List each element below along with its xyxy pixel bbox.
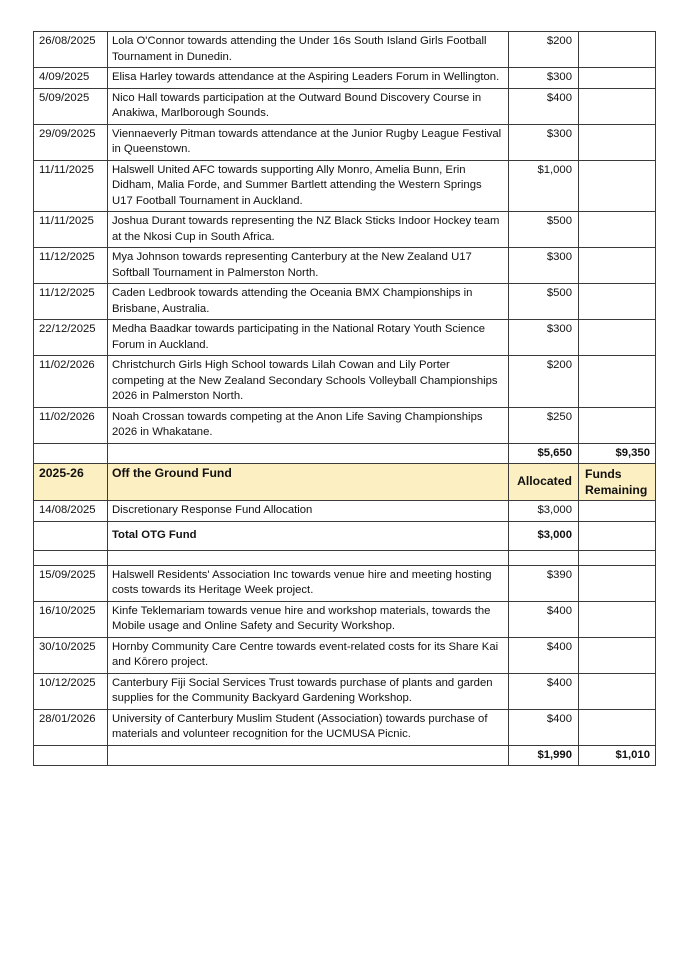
grant-description: Elisa Harley towards attendance at the Aspiring Leaders Forum in Wellington. (108, 68, 509, 89)
grant-date: 30/10/2025 (34, 637, 108, 673)
allocation-date: 14/08/2025 (34, 501, 108, 522)
grant-description: Noah Crossan towards competing at the Anon Life Saving Championships 2026 in Whakatane. (108, 407, 509, 443)
table-row (34, 565, 656, 601)
grant-amount: $300 (509, 124, 579, 160)
grant-date: 29/09/2025 (34, 124, 108, 160)
grant-amount: $300 (509, 320, 579, 356)
grant-description: Medha Baadkar towards participating in the National Rotary Youth Science Forum in Auckland. (108, 320, 509, 356)
grant-remaining (579, 32, 656, 68)
grant-description: Halswell United AFC towards supporting Ally Monro, Amelia Bunn, Erin Didham, Malia Forde, and Summer Bartlett attending the Western Springs U17 Football Tournament in Auckland. (108, 160, 509, 212)
grant-description: Viennaeverly Pitman towards attendance at the Junior Rugby League Festival in Queenstown. (108, 124, 509, 160)
table-row (34, 673, 656, 709)
fund-total-row (34, 521, 656, 550)
grant-date: 10/12/2025 (34, 673, 108, 709)
grant-amount: $400 (509, 601, 579, 637)
fund-year: 2025-26 (34, 464, 108, 501)
table-row (34, 68, 656, 89)
grant-description: Christchurch Girls High School towards Lilah Cowan and Lily Porter competing at the New Zealand Secondary Schools Volleyball Championships 2026 in Palmerston North. (108, 356, 509, 408)
grant-remaining (579, 160, 656, 212)
allocation-description: Discretionary Response Fund Allocation (108, 501, 509, 522)
grant-amount: $1,000 (509, 160, 579, 212)
grant-date: 26/08/2025 (34, 32, 108, 68)
grant-description: Caden Ledbrook towards attending the Oceania BMX Championships in Brisbane, Australia. (108, 284, 509, 320)
table-row (34, 212, 656, 248)
grant-remaining (579, 407, 656, 443)
grant-date: 16/10/2025 (34, 601, 108, 637)
table-row (34, 32, 656, 68)
grant-amount: $200 (509, 356, 579, 408)
grant-date: 15/09/2025 (34, 565, 108, 601)
allocated-header: Allocated (509, 464, 579, 501)
grant-description: Halswell Residents' Association Inc towards venue hire and meeting hosting costs towards its Heritage Week project. (108, 565, 509, 601)
grant-amount: $250 (509, 407, 579, 443)
grant-remaining (579, 212, 656, 248)
grant-description: University of Canterbury Muslim Student (Association) towards purchase of materials and volunteer recognition for the UCMUSA Picnic. (108, 709, 509, 745)
grant-description: Kinfe Teklemariam towards venue hire and workshop materials, towards the Mobile usage and Online Safety and Security Workshop. (108, 601, 509, 637)
grant-date: 11/02/2026 (34, 356, 108, 408)
grant-date: 22/12/2025 (34, 320, 108, 356)
grant-remaining (579, 124, 656, 160)
table-row (34, 248, 656, 284)
total-allocated: $5,650 (509, 443, 579, 464)
grant-date: 11/12/2025 (34, 248, 108, 284)
grant-description: Canterbury Fiji Social Services Trust towards purchase of plants and garden supplies for the Community Backyard Gardening Workshop. (108, 673, 509, 709)
grant-amount: $300 (509, 248, 579, 284)
grant-amount: $500 (509, 212, 579, 248)
grant-remaining (579, 284, 656, 320)
grant-remaining (579, 356, 656, 408)
grant-amount: $200 (509, 32, 579, 68)
total-remaining: $9,350 (579, 443, 656, 464)
grant-amount: $500 (509, 284, 579, 320)
table-row (34, 160, 656, 212)
grant-remaining (579, 248, 656, 284)
grant-description: Lola O'Connor towards attending the Under 16s South Island Girls Football Tournament in Dunedin. (108, 32, 509, 68)
grant-date: 28/01/2026 (34, 709, 108, 745)
funds-remaining-header: Funds Remaining (579, 464, 656, 501)
table-row (34, 501, 656, 522)
section-total-row (34, 443, 656, 464)
table-row (34, 637, 656, 673)
grant-remaining (579, 88, 656, 124)
grant-amount: $400 (509, 637, 579, 673)
grant-remaining (579, 68, 656, 89)
table-row (34, 124, 656, 160)
fund-title: Off the Ground Fund (108, 464, 509, 501)
grant-date: 11/11/2025 (34, 212, 108, 248)
grant-date: 4/09/2025 (34, 68, 108, 89)
grants-table (33, 31, 656, 766)
table-row (34, 709, 656, 745)
table-row (34, 284, 656, 320)
grant-amount: $300 (509, 68, 579, 89)
grant-description: Hornby Community Care Centre towards event-related costs for its Share Kai and Kōrero project. (108, 637, 509, 673)
table-row (34, 356, 656, 408)
grant-description: Mya Johnson towards representing Canterbury at the New Zealand U17 Softball Tournament in Palmerston North. (108, 248, 509, 284)
grant-remaining (579, 320, 656, 356)
grant-amount: $400 (509, 88, 579, 124)
table-row (34, 320, 656, 356)
table-row (34, 601, 656, 637)
grant-date: 11/11/2025 (34, 160, 108, 212)
section-total-row (34, 745, 656, 766)
grant-amount: $400 (509, 673, 579, 709)
empty-row (34, 550, 656, 565)
table-row (34, 407, 656, 443)
allocation-amount: $3,000 (509, 501, 579, 522)
fund-total-amount: $3,000 (509, 521, 579, 550)
fund-total-label: Total OTG Fund (108, 521, 509, 550)
grant-description: Nico Hall towards participation at the Outward Bound Discovery Course in Anakiwa, Marlborough Sounds. (108, 88, 509, 124)
total-remaining: $1,010 (579, 745, 656, 766)
grant-amount: $400 (509, 709, 579, 745)
grant-date: 11/02/2026 (34, 407, 108, 443)
grant-date: 11/12/2025 (34, 284, 108, 320)
grant-description: Joshua Durant towards representing the NZ Black Sticks Indoor Hockey team at the Nkosi Cup in South Africa. (108, 212, 509, 248)
table-row (34, 88, 656, 124)
grant-date: 5/09/2025 (34, 88, 108, 124)
grant-amount: $390 (509, 565, 579, 601)
fund-header-row (34, 464, 656, 501)
total-allocated: $1,990 (509, 745, 579, 766)
